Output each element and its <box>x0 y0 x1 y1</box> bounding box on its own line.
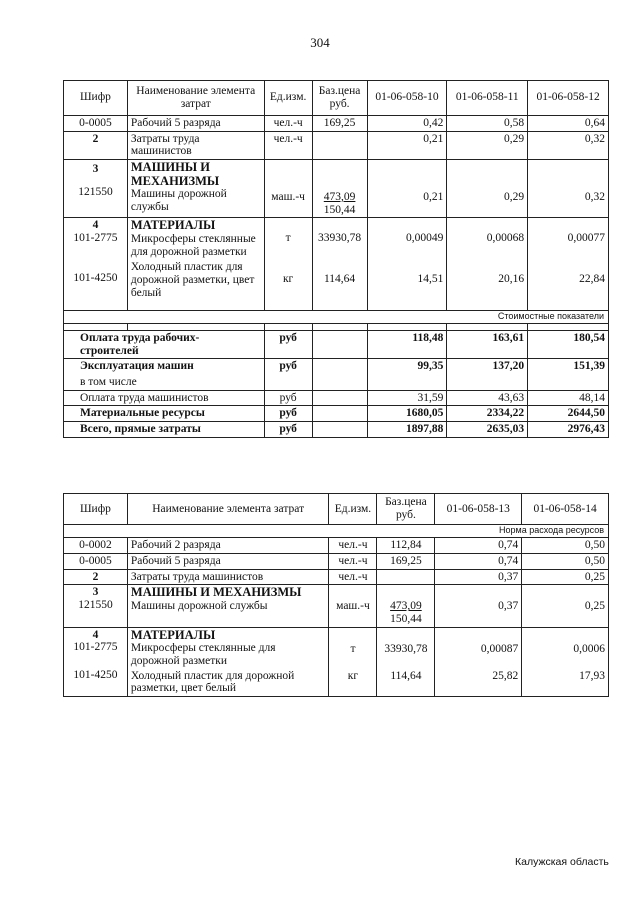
cell-value <box>447 218 528 311</box>
cell-code <box>64 218 128 311</box>
col-header-price: Баз.цена руб. <box>377 494 435 525</box>
blank-cell <box>64 324 128 331</box>
cell-price <box>377 585 435 627</box>
cell-value: 0,74 <box>435 538 522 554</box>
price-text: 33930,78 <box>384 642 428 655</box>
resource-code: 121550 <box>78 185 113 198</box>
value-text: 0,29 <box>504 190 525 203</box>
total-value: 163,61 <box>447 331 528 359</box>
total-value: 99,35 <box>367 359 447 390</box>
total-price <box>312 331 367 359</box>
section-number: 4 <box>92 219 99 232</box>
blank-cell <box>312 324 367 331</box>
resource-code: 101-4250 <box>73 668 118 681</box>
value-text: 25,82 <box>492 670 519 683</box>
resource-code: 101-4250 <box>73 272 118 285</box>
cell-name <box>127 218 264 311</box>
table-row-materials <box>64 627 609 696</box>
resource-name: Холодный пластик для дорожной разметки, цвет белый <box>130 669 295 695</box>
value-text: 20,16 <box>498 272 525 285</box>
cell-value <box>435 627 522 696</box>
section-number: 3 <box>92 586 99 599</box>
total-value: 118,48 <box>367 331 447 359</box>
cell-name <box>127 159 264 217</box>
cell-value <box>367 159 447 217</box>
section-title: МАТЕРИАЛЫ <box>130 627 216 642</box>
table-header-row <box>64 494 609 525</box>
cell-value: 0,21 <box>367 131 447 159</box>
cell-unit: чел.-ч <box>329 538 377 554</box>
total-name-text: Эксплуатация машин <box>80 360 194 373</box>
section-title: МАШИНЫ И МЕХАНИЗМЫ <box>130 159 220 188</box>
total-value: 151,39 <box>528 359 609 390</box>
value-text: 0,25 <box>584 600 605 613</box>
cell-code: 2 <box>64 131 128 159</box>
unit-text: кг <box>282 272 294 285</box>
col-header-name: Наименование элемента затрат <box>127 81 264 116</box>
cell-price: 112,84 <box>377 538 435 554</box>
value-text: 14,51 <box>417 272 444 285</box>
total-unit: руб <box>264 359 312 390</box>
total-value: 137,20 <box>447 359 528 390</box>
col-header-name: Наименование элемента затрат <box>127 494 329 525</box>
cell-value: 0,58 <box>447 116 528 132</box>
price-current: 473,09 <box>323 190 356 203</box>
cell-price <box>377 569 435 585</box>
cell-name: Рабочий 5 разряда <box>127 553 329 569</box>
page-number: 304 <box>310 35 330 50</box>
unit-text: маш.-ч <box>271 190 305 203</box>
price-text: 33930,78 <box>318 232 362 245</box>
resource-name: Холодный пластик для дорожной разметки, цвет белый <box>130 261 255 299</box>
col-header-code: Шифр <box>64 81 128 116</box>
unit-text: маш.-ч <box>336 600 370 613</box>
cell-code: 0-0005 <box>64 116 128 132</box>
table-row-machines <box>64 159 609 217</box>
cell-code <box>64 585 128 627</box>
cell-unit: чел.-ч <box>329 553 377 569</box>
cell-value <box>528 218 609 311</box>
value-text: 0,00087 <box>480 642 519 655</box>
region-footer: Калужская область <box>515 856 609 868</box>
unit-text: т <box>350 642 356 655</box>
col-header-price: Баз.цена руб. <box>312 81 367 116</box>
value-text: 0,32 <box>584 190 605 203</box>
cell-value: 0,25 <box>522 569 609 585</box>
price-current: 473,09 <box>390 600 422 613</box>
section-title: МАТЕРИАЛЫ <box>130 218 216 233</box>
section-title: МАШИНЫ И МЕХАНИЗМЫ <box>130 585 302 600</box>
price-text: 114,64 <box>390 670 422 683</box>
cell-unit: чел.-ч <box>329 569 377 585</box>
table-row <box>64 569 609 585</box>
total-subnote: в том числе <box>80 375 137 388</box>
section-number: 3 <box>92 162 99 175</box>
cell-price <box>312 159 367 217</box>
cell-code <box>64 159 128 217</box>
cell-code: 0-0005 <box>64 553 128 569</box>
cell-price <box>312 218 367 311</box>
section-label-row <box>64 525 609 538</box>
resource-name: Микросферы стеклянные для дорожной разметки <box>130 642 276 667</box>
total-value: 43,63 <box>447 390 528 406</box>
total-value: 2334,22 <box>447 406 528 422</box>
total-value: 48,14 <box>528 390 609 406</box>
blank-cell <box>528 324 609 331</box>
resource-name: Машины дорожной службы <box>130 188 227 214</box>
unit-text: т <box>285 232 291 245</box>
value-text: 0,00049 <box>406 232 444 245</box>
cell-value <box>528 159 609 217</box>
cell-unit <box>329 627 377 696</box>
total-name: Оплата труда рабочих-строителей <box>64 331 265 359</box>
col-header-code-10: 01-06-058-10 <box>367 81 447 116</box>
cell-unit: чел.-ч <box>264 131 312 159</box>
cell-name: Рабочий 5 разряда <box>127 116 264 132</box>
blank-cell <box>447 324 528 331</box>
total-value: 1680,05 <box>367 406 447 422</box>
totals-row <box>64 421 609 437</box>
totals-row <box>64 390 609 406</box>
table-row-machines <box>64 585 609 627</box>
resource-table-1 <box>63 80 609 438</box>
total-unit: руб <box>264 406 312 422</box>
col-header-code-12: 01-06-058-12 <box>528 81 609 116</box>
total-price <box>312 406 367 422</box>
section-number: 4 <box>92 628 99 641</box>
cell-price: 169,25 <box>377 553 435 569</box>
cell-value: 0,29 <box>447 131 528 159</box>
value-text: 17,93 <box>579 670 605 683</box>
cell-value: 0,32 <box>528 131 609 159</box>
value-text: 0,00077 <box>567 232 605 245</box>
cell-value <box>435 585 522 627</box>
cell-price: 169,25 <box>312 116 367 132</box>
price-base: 150,44 <box>390 612 422 625</box>
total-value: 1897,88 <box>367 421 447 437</box>
resource-code: 101-2775 <box>73 641 118 654</box>
cell-value: 0,37 <box>435 569 522 585</box>
value-text: 0,0006 <box>573 642 605 655</box>
cell-code: 2 <box>64 569 128 585</box>
total-price <box>312 359 367 390</box>
cell-unit <box>264 218 312 311</box>
unit-text: кг <box>347 670 359 683</box>
blank-row <box>64 324 609 331</box>
cell-price <box>377 627 435 696</box>
table-row <box>64 553 609 569</box>
total-price <box>312 421 367 437</box>
cell-value: 0,50 <box>522 553 609 569</box>
cell-name <box>127 585 329 627</box>
cell-value: 0,42 <box>367 116 447 132</box>
col-header-unit: Ед.изм. <box>264 81 312 116</box>
total-unit: руб <box>264 390 312 406</box>
table-row-materials <box>64 218 609 311</box>
total-value: 31,59 <box>367 390 447 406</box>
section-label: Норма расхода ресурсов <box>64 525 609 538</box>
total-name: Оплата труда машинистов <box>64 390 265 406</box>
cell-unit: чел.-ч <box>264 116 312 132</box>
col-header-code-14: 01-06-058-14 <box>522 494 609 525</box>
blank-cell <box>367 324 447 331</box>
total-price <box>312 390 367 406</box>
totals-row <box>64 406 609 422</box>
resource-name: Машины дорожной службы <box>130 600 268 612</box>
resource-code: 121550 <box>78 598 113 611</box>
cell-price <box>312 131 367 159</box>
col-header-unit: Ед.изм. <box>329 494 377 525</box>
cell-unit <box>264 159 312 217</box>
cell-code: 0-0002 <box>64 538 128 554</box>
blank-cell <box>127 324 264 331</box>
col-header-code-11: 01-06-058-11 <box>447 81 528 116</box>
cell-code <box>64 627 128 696</box>
total-value: 2976,43 <box>528 421 609 437</box>
cell-name: Затраты труда машинистов <box>127 569 329 585</box>
cell-value: 0,50 <box>522 538 609 554</box>
total-unit: руб <box>264 421 312 437</box>
cell-unit <box>329 585 377 627</box>
totals-row <box>64 359 609 390</box>
cell-value <box>522 585 609 627</box>
cell-name: Затраты труда машинистов <box>127 131 264 159</box>
totals-row <box>64 331 609 359</box>
cell-value <box>522 627 609 696</box>
total-value: 2635,03 <box>447 421 528 437</box>
section-label: Стоимостные показатели <box>64 311 609 324</box>
col-header-code: Шифр <box>64 494 128 525</box>
cell-name: Рабочий 2 разряда <box>127 538 329 554</box>
total-name <box>64 359 265 390</box>
total-unit: руб <box>264 331 312 359</box>
resource-code: 101-2775 <box>73 231 118 244</box>
value-text: 22,84 <box>579 272 605 285</box>
value-text: 0,00068 <box>486 232 525 245</box>
table-row <box>64 538 609 554</box>
resource-name: Микросферы стеклянные для дорожной разметки <box>130 232 256 258</box>
cell-value: 0,74 <box>435 553 522 569</box>
value-text: 0,37 <box>498 600 519 613</box>
resource-table-2 <box>63 493 609 697</box>
total-value: 2644,50 <box>528 406 609 422</box>
price-base: 150,44 <box>323 203 356 216</box>
cell-value: 0,64 <box>528 116 609 132</box>
total-name: Всего, прямые затраты <box>64 421 265 437</box>
value-text: 0,21 <box>423 190 444 203</box>
cell-value <box>367 218 447 311</box>
price-text: 114,64 <box>323 272 356 285</box>
table-row <box>64 116 609 132</box>
table-row <box>64 131 609 159</box>
col-header-code-13: 01-06-058-13 <box>435 494 522 525</box>
table-header-row <box>64 81 609 116</box>
cell-value <box>447 159 528 217</box>
blank-cell <box>264 324 312 331</box>
total-value: 180,54 <box>528 331 609 359</box>
total-name: Материальные ресурсы <box>64 406 265 422</box>
cell-name <box>127 627 329 696</box>
section-label-row <box>64 311 609 324</box>
